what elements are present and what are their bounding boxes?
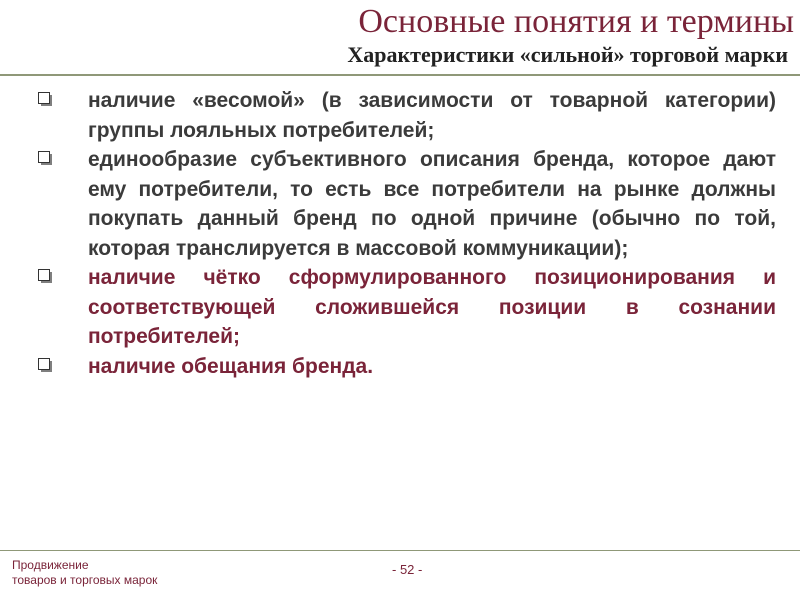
bullet-text: наличие чётко сформулированного позиционирования и соответствующей сложившейся позиции в сознании потребителей; (88, 266, 776, 348)
footer-course-line: товаров и торговых марок (12, 573, 158, 587)
bullet-item (38, 352, 776, 382)
checkbox-icon (38, 269, 53, 284)
footer-divider (0, 550, 800, 551)
slide-subtitle: Характеристики «сильной» торговой марки (347, 42, 788, 67)
checkbox-icon (38, 358, 53, 373)
slide-title: Основные понятия и термины (358, 3, 794, 40)
bullet-text: наличие обещания бренда. (88, 354, 374, 378)
bullet-text: единообразие субъективного описания бренда, которое дают ему потребители, то есть все потребители на рынке должны покупать данный бренд по одной причине (обычно по той, которая транслируется в массовой коммуникации); (88, 148, 776, 260)
checkbox-icon (38, 151, 53, 166)
bullet-item (38, 86, 776, 145)
bullet-list (38, 86, 776, 381)
footer-course-title (12, 558, 157, 588)
bullet-item (38, 263, 776, 352)
bullet-item (38, 145, 776, 263)
footer-course-line: Продвижение (12, 558, 89, 572)
bullet-text: наличие «весомой» (в зависимости от товарной категории) группы лояльных потребителей; (88, 89, 776, 142)
header-divider (0, 74, 800, 76)
page-number: - 52 - (392, 562, 423, 577)
checkbox-icon (38, 92, 53, 107)
